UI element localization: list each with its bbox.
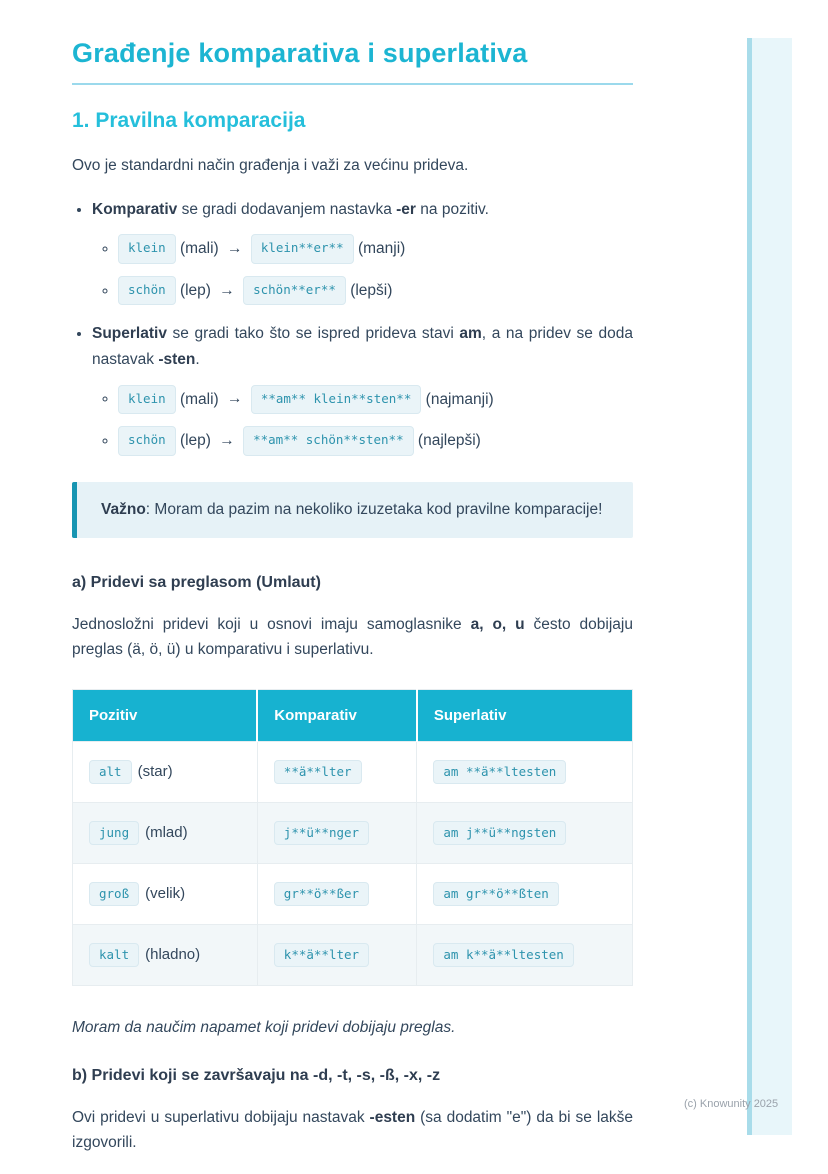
arrow-icon: → bbox=[219, 432, 235, 450]
esten-suffix: -esten bbox=[369, 1108, 416, 1126]
rules-list bbox=[72, 197, 633, 456]
code-chip: **ä**lter bbox=[274, 760, 362, 784]
table-header-pozitiv: Pozitiv bbox=[73, 689, 258, 741]
umlaut-table bbox=[72, 689, 633, 986]
example-item bbox=[118, 276, 633, 306]
subsection-b-heading: b) Pridevi koji se završavaju na -d, -t, -s, -ß, -x, -z bbox=[72, 1066, 441, 1084]
arrow-icon: → bbox=[219, 281, 235, 299]
code-chip-base: schön bbox=[118, 276, 176, 306]
code-chip: am **ä**ltesten bbox=[433, 760, 566, 784]
superlativ-rule-text: se gradi tako što se ispred prideva stavi bbox=[166, 325, 460, 343]
komparativ-term: Komparativ bbox=[92, 200, 178, 218]
code-chip: gr**ö**ßer bbox=[274, 882, 369, 906]
komparativ-rule-item bbox=[92, 197, 633, 306]
superlativ-term: Superlativ bbox=[92, 325, 167, 343]
arrow-icon: → bbox=[227, 390, 243, 408]
example-item bbox=[118, 426, 633, 456]
superlativ-examples bbox=[92, 385, 633, 456]
code-chip-result: schön**er** bbox=[243, 276, 346, 306]
result-note: (najlepši) bbox=[417, 432, 481, 450]
memorization-note: Moram da naučim napamet koji pridevi dobijaju preglas. bbox=[72, 1018, 456, 1036]
cell-note: (mlad) bbox=[145, 823, 188, 841]
callout-text bbox=[101, 496, 609, 524]
subsection-a-heading: a) Pridevi sa preglasom (Umlaut) bbox=[72, 573, 321, 591]
code-chip-base: klein bbox=[118, 234, 176, 264]
code-chip-base: klein bbox=[118, 385, 176, 415]
base-note: (mali) bbox=[179, 390, 219, 408]
table-header-superlativ: Superlativ bbox=[417, 689, 633, 741]
code-chip: k**ä**lter bbox=[274, 943, 369, 967]
title-underline bbox=[72, 83, 633, 85]
umlaut-paragraph bbox=[72, 612, 633, 663]
table-row bbox=[73, 802, 633, 863]
vowels-bold: a, o, u bbox=[470, 615, 525, 633]
esten-paragraph-end: (sa dodatim "e") da bi se lakše izgovorili. bbox=[72, 1108, 634, 1152]
komparativ-examples bbox=[92, 234, 633, 305]
callout-label: Važno bbox=[101, 500, 146, 518]
esten-paragraph-start: Ovi pridevi u superlativu dobijaju nastavak bbox=[72, 1108, 370, 1126]
result-note: (lepši) bbox=[350, 281, 393, 299]
esten-paragraph bbox=[72, 1105, 633, 1156]
umlaut-paragraph-end: često dobijaju preglas (ä, ö, ü) u komparativu i superlativu. bbox=[72, 615, 633, 659]
code-chip-base: schön bbox=[118, 426, 176, 456]
arrow-icon: → bbox=[227, 240, 243, 258]
base-note: (mali) bbox=[179, 240, 219, 258]
section-1-heading: 1. Pravilna komparacija bbox=[72, 109, 306, 132]
result-note: (manji) bbox=[357, 240, 406, 258]
superlativ-rule-item bbox=[92, 321, 633, 455]
example-item bbox=[118, 234, 633, 264]
sten-suffix: -sten bbox=[158, 350, 196, 368]
superlativ-rule-tail: . bbox=[195, 350, 200, 368]
callout-body: : Moram da pazim na nekoliko izuzetaka kod pravilne komparacije! bbox=[145, 500, 603, 518]
umlaut-paragraph-start: Jednosložni pridevi koji u osnovi imaju samoglasnike bbox=[72, 615, 471, 633]
cell-note: (star) bbox=[137, 762, 173, 780]
page-edge-bar bbox=[747, 38, 792, 1135]
superlativ-rule-text-2: , a na pridev se doda nastavak bbox=[92, 325, 633, 368]
result-note: (najmanji) bbox=[425, 390, 494, 408]
code-chip: kalt bbox=[89, 943, 139, 967]
code-chip-result: **am** klein**sten** bbox=[251, 385, 422, 415]
table-header-komparativ: Komparativ bbox=[257, 689, 417, 741]
important-callout bbox=[72, 482, 633, 538]
code-chip: am gr**ö**ßten bbox=[433, 882, 558, 906]
cell-note: (hladno) bbox=[145, 945, 201, 963]
code-chip: groß bbox=[89, 882, 139, 906]
code-chip: j**ü**nger bbox=[274, 821, 369, 845]
example-item bbox=[118, 385, 633, 415]
komparativ-rule-tail: na pozitiv. bbox=[415, 200, 489, 218]
code-chip: alt bbox=[89, 760, 132, 784]
code-chip: am j**ü**ngsten bbox=[433, 821, 566, 845]
document-page bbox=[72, 38, 633, 1174]
code-chip: am k**ä**ltesten bbox=[433, 943, 573, 967]
base-note: (lep) bbox=[179, 281, 211, 299]
table-row bbox=[73, 863, 633, 924]
page-title: Građenje komparativa i superlativa bbox=[72, 38, 528, 68]
komparativ-rule-text: se gradi dodavanjem nastavka bbox=[177, 200, 397, 218]
code-chip-result: **am** schön**sten** bbox=[243, 426, 414, 456]
er-suffix: -er bbox=[396, 200, 416, 218]
base-note: (lep) bbox=[179, 432, 211, 450]
intro-paragraph: Ovo je standardni način građenja i važi za većinu prideva. bbox=[72, 157, 469, 174]
watermark: (c) Knowunity 2025 bbox=[684, 1098, 779, 1110]
table-row bbox=[73, 741, 633, 802]
cell-note: (velik) bbox=[145, 884, 186, 902]
table-row bbox=[73, 924, 633, 985]
am-word: am bbox=[459, 325, 482, 343]
code-chip: jung bbox=[89, 821, 139, 845]
code-chip-result: klein**er** bbox=[251, 234, 354, 264]
table-header-row bbox=[73, 689, 633, 741]
